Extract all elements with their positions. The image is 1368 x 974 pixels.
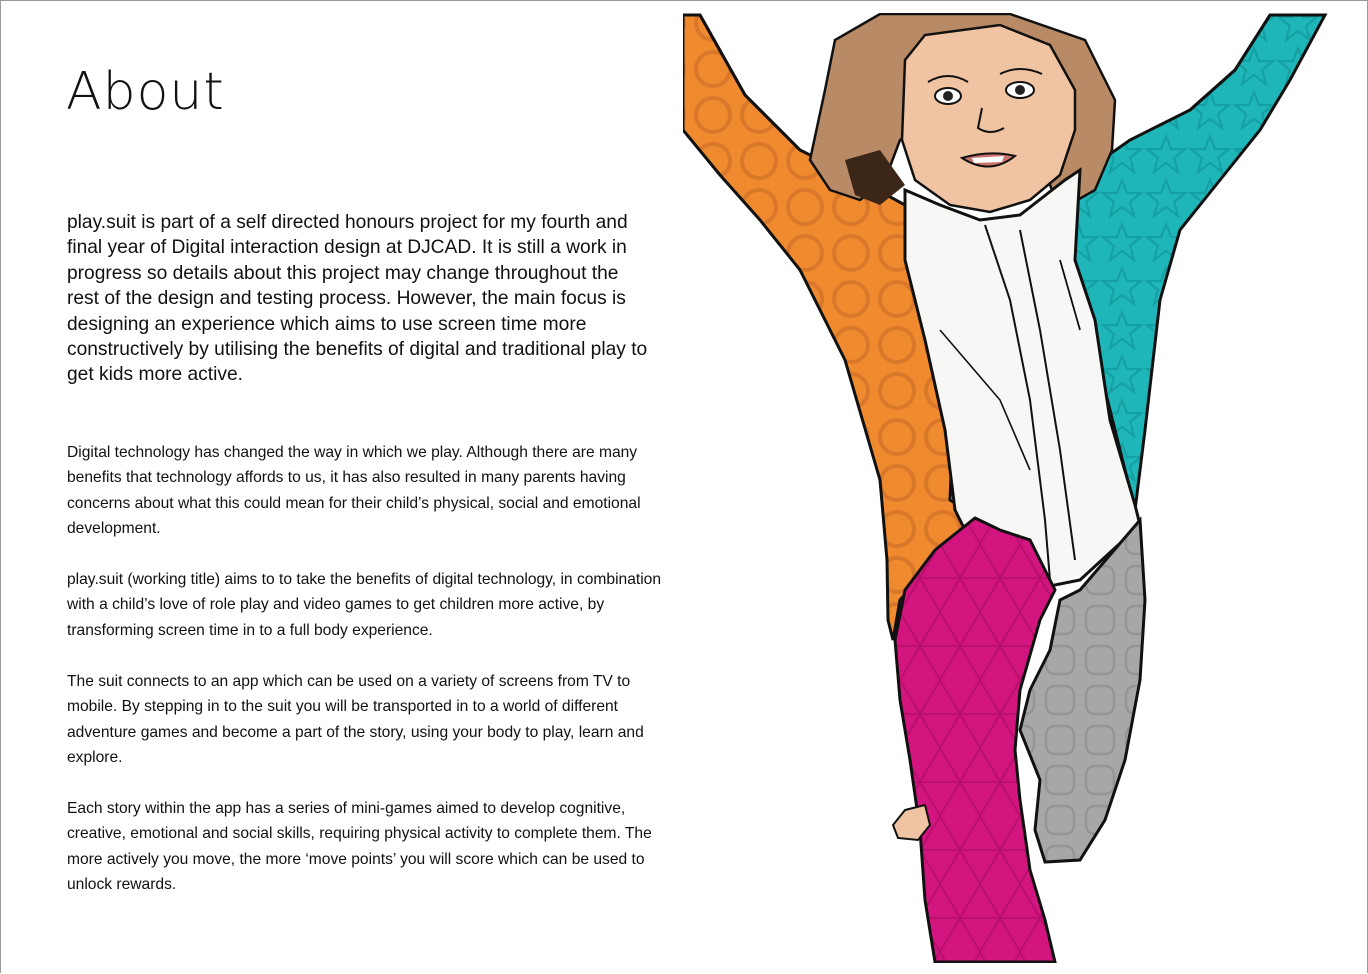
intro-paragraph: play.suit is part of a self directed honours project for my fourth and final year of Digital interaction design at DJCAD. It is still a work in progress so details about this project may change throughout the rest of the design and testing process. However, the main focus is designing an experience which aims to use screen time more constructively by utilising the benefits of digital and traditional play to get kids more active. bbox=[67, 212, 648, 386]
body-paragraph-4: Each story within the app has a series of mini-games aimed to develop cognitive, creative, emotional and social skills, requiring physical activity to complete them. The more actively you move, the more ‘move points’ you will score which can be used to unlock rewards. bbox=[67, 800, 652, 894]
body-paragraph-2: play.suit (working title) aims to to take the benefits of digital technology, in combination with a child’s love of role play and video games to get children more active, by transforming screen time in to a full body experience. bbox=[67, 571, 662, 639]
page-title: About bbox=[66, 62, 225, 122]
child-in-playsuit-illustration bbox=[683, 13, 1328, 963]
body-paragraph-1: Digital technology has changed the way in which we play. Although there are many benefits that technology affords to us, it has also resulted in many parents having concerns about what this could mean for their child’s physical, social and emotional development. bbox=[67, 444, 641, 538]
body-paragraph-3: The suit connects to an app which can be used on a variety of screens from TV to mobile. By stepping in to the suit you will be transported in to a world of different adventure games and become a part of the story, using your body to play, learn and explore. bbox=[67, 673, 644, 767]
face bbox=[902, 25, 1075, 212]
